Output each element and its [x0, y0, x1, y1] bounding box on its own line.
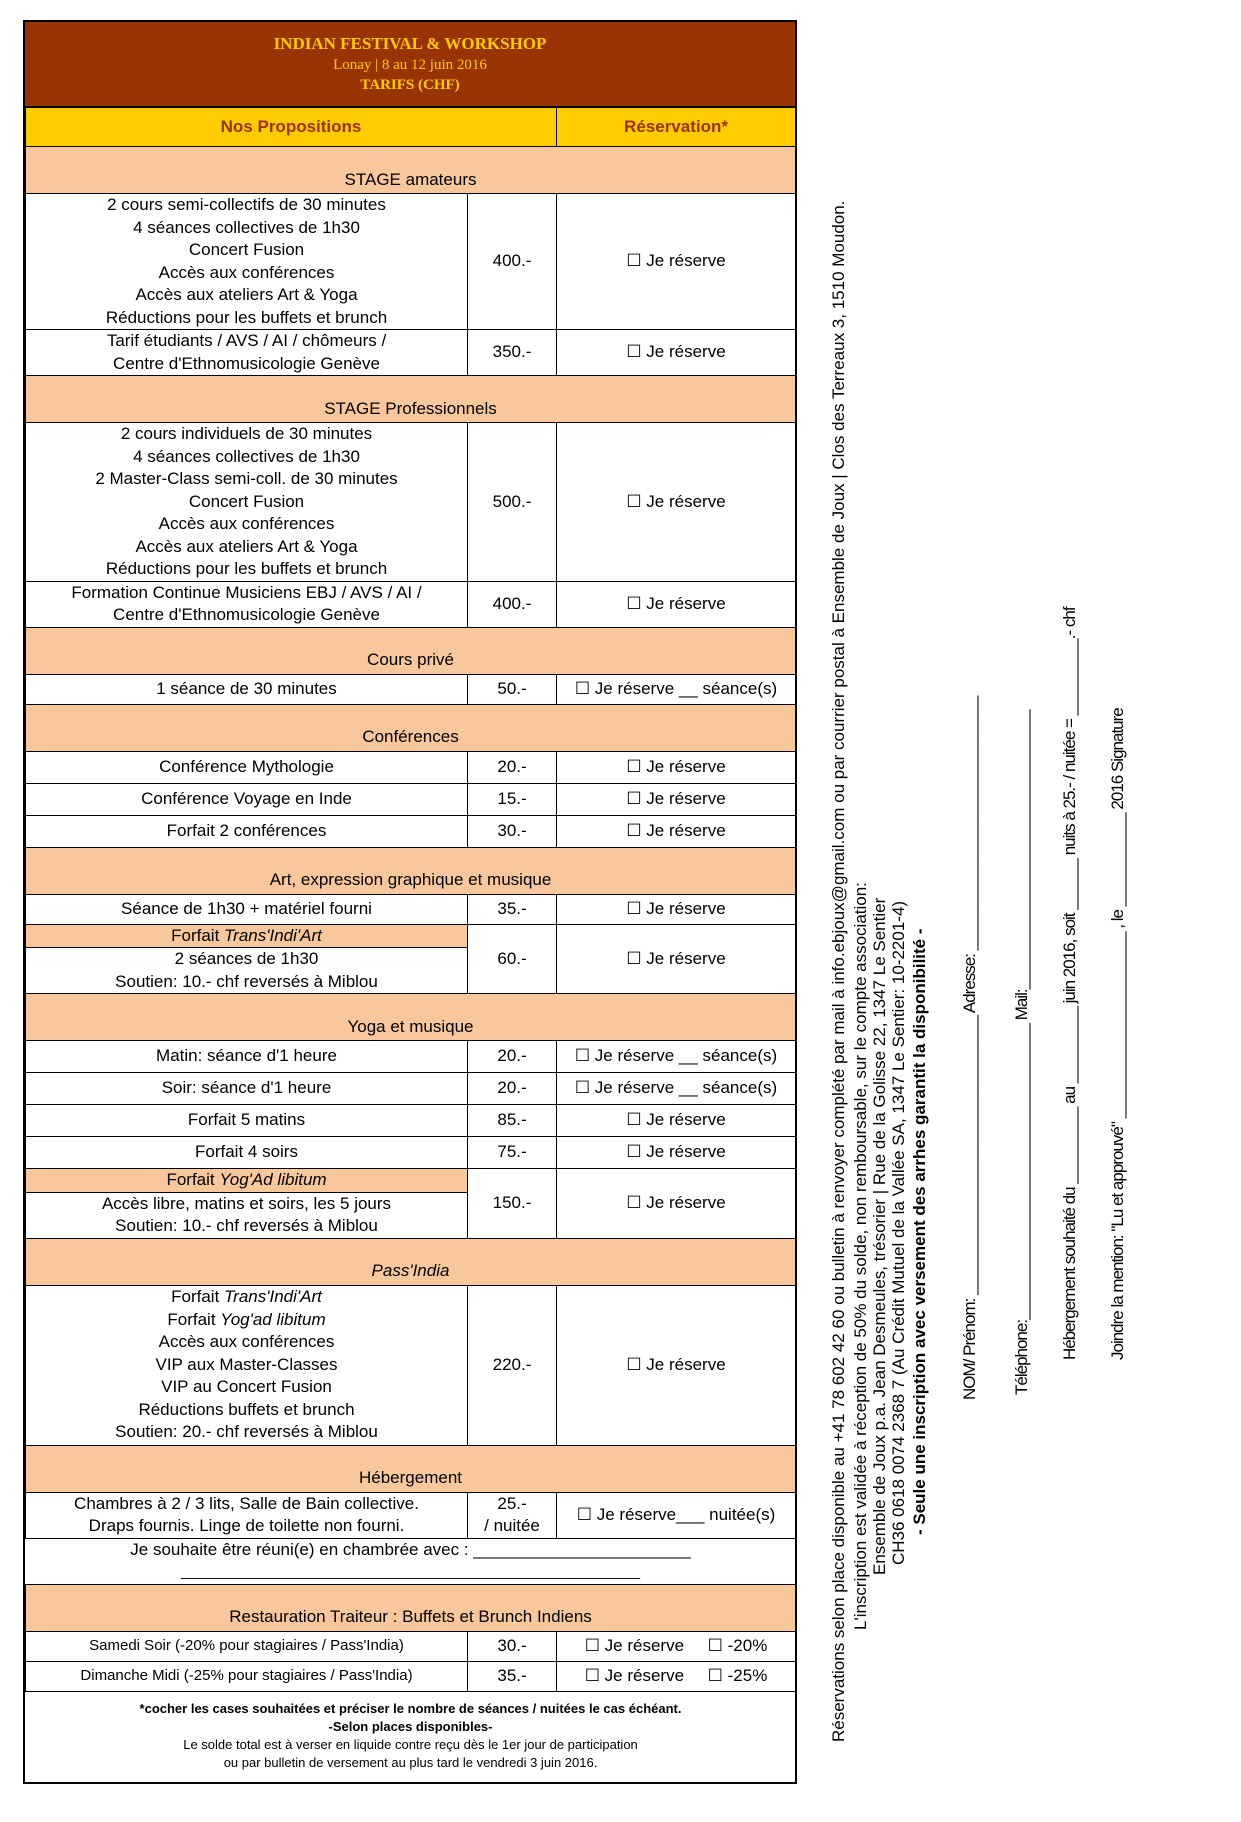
stage-amateurs-reduced — [26, 330, 468, 376]
forfait-name: Trans'Indi'Art — [224, 925, 322, 945]
reserve-checkbox[interactable]: ☐ Je réserve — [584, 1635, 685, 1655]
section-stage-pro: STAGE Professionnels — [26, 376, 796, 423]
chambree-line[interactable]: _______________________________________________________ — [181, 1563, 640, 1580]
art-seance-label: Séance de 1h30 + matériel fourni — [26, 894, 468, 924]
footer-note: Le solde total est à verser en liquide contre reçu dès le 1er jour de participation — [183, 1736, 638, 1752]
footer-note: -Selon places disponibles- — [328, 1718, 493, 1734]
price: 35.- — [468, 1661, 557, 1691]
price: 400.- — [468, 581, 557, 627]
price: 500.- — [468, 423, 557, 582]
column-header-row — [26, 108, 796, 147]
yoga-forfait4-label: Forfait 4 soirs — [26, 1137, 468, 1169]
discount-checkbox[interactable]: ☐ -20% — [707, 1635, 768, 1655]
list-item: Soutien: 10.- chf reversés à Miblou — [115, 971, 378, 991]
price: 35.- — [468, 894, 557, 924]
forfait-prefix: Forfait — [167, 1309, 216, 1329]
cours-prive-label: 1 séance de 30 minutes — [26, 674, 468, 704]
reserve-checkbox[interactable]: ☐ Je réserve — [557, 815, 796, 847]
conference-label: Conférence Voyage en Inde — [26, 783, 468, 815]
side-bank-account: CH36 0618 0074 2368 7 (Au Crédit Mutuel de la Vallée SA, 1347 Le Sentier: 10-2201-4) — [889, 900, 908, 1565]
list-item: Centre d'Ethnomusicologie Genève — [113, 605, 380, 624]
yoga-soir-label: Soir: séance d'1 heure — [26, 1073, 468, 1105]
price: 30.- — [468, 815, 557, 847]
list-item: Soutien: 20.- chf reversés à Miblou — [115, 1422, 378, 1442]
price: 220.- — [468, 1285, 557, 1445]
price: 150.- — [468, 1169, 557, 1239]
festival-title: INDIAN FESTIVAL & WORKSHOP — [273, 34, 547, 53]
price: 20.- — [468, 1041, 557, 1073]
field-nom-adresse[interactable]: NOM/ Prénom: _________________________________ Adresse: ______________________________ — [960, 696, 979, 1400]
section-yoga: Yoga et musique — [26, 994, 796, 1041]
forfait-prefix: Forfait — [171, 1287, 220, 1307]
yoga-matin-label: Matin: séance d'1 heure — [26, 1041, 468, 1073]
reserve-checkbox[interactable]: ☐ Je réserve — [557, 924, 796, 994]
price: 30.- — [468, 1631, 557, 1661]
reserve-checkbox[interactable]: ☐ Je réserve — [557, 1105, 796, 1137]
reserve-checkbox[interactable]: ☐ Je réserve — [557, 194, 796, 330]
field-telephone-mail[interactable]: Téléphone:___________________________________ Mail:_________________________________ — [1012, 710, 1031, 1395]
dimanche-label: Dimanche Midi (-25% pour stagiaires / Pass'India) — [26, 1661, 468, 1691]
list-item: Tarif étudiants / AVS / AI / chômeurs / — [106, 331, 387, 350]
section-hebergement: Hébergement — [26, 1445, 796, 1492]
list-item: Chambres à 2 / 3 lits, Salle de Bain collective. — [74, 1493, 419, 1513]
reserve-checkbox[interactable]: ☐ Je réserve — [557, 894, 796, 924]
price: 15.- — [468, 783, 557, 815]
list-item: Réductions buffets et brunch — [138, 1399, 355, 1419]
reserve-checkbox[interactable]: ☐ Je réserve — [557, 783, 796, 815]
conference-label: Conférence Mythologie — [26, 751, 468, 783]
list-item: 2 cours semi-collectifs de 30 minutes — [107, 195, 386, 214]
section-restauration: Restauration Traiteur : Buffets et Brunch Indiens — [26, 1584, 796, 1631]
price: 20.- — [468, 1073, 557, 1105]
side-guarantee: - Seule une inscription avec versement des arrhes garantit la disponibilité - — [910, 928, 929, 1535]
forfait-name: Trans'Indi'Art — [224, 1287, 322, 1307]
forfait-prefix: Forfait — [171, 925, 220, 945]
list-item: Concert Fusion — [188, 491, 305, 511]
price — [468, 1492, 557, 1538]
reserve-checkbox[interactable]: ☐ Je réserve — [557, 1169, 796, 1239]
reserve-checkbox[interactable]: ☐ Je réserve — [584, 1665, 685, 1685]
section-art: Art, expression graphique et musique — [26, 847, 796, 894]
reserve-nuitee-checkbox[interactable]: ☐ Je réserve___ nuitée(s) — [557, 1492, 796, 1538]
samedi-label: Samedi Soir (-20% pour stagiaires / Pass'India) — [26, 1631, 468, 1661]
price: 350.- — [468, 330, 557, 376]
reserve-checkbox[interactable]: ☐ Je réserve — [557, 330, 796, 376]
yoga-forfait5-label: Forfait 5 matins — [26, 1105, 468, 1137]
price-amount: 25.- — [497, 1493, 527, 1513]
reserve-seance-checkbox[interactable]: ☐ Je réserve __ séance(s) — [557, 1041, 796, 1073]
price: 85.- — [468, 1105, 557, 1137]
tariff-table — [25, 108, 796, 1782]
section-pass-india: Pass'India — [26, 1238, 796, 1285]
forfait-name: Yog'Ad libitum — [219, 1170, 327, 1189]
chambree-wish[interactable] — [26, 1538, 796, 1584]
price: 75.- — [468, 1137, 557, 1169]
list-item: 2 séances de 1h30 — [174, 949, 319, 968]
side-reservation-info: Réservations selon place disponible au +41 78 602 42 60 ou bulletin à renvoyer complété par mail à info.ebjoux@gmail.com ou par courrier postal à Ensemble de Joux | Clos des Terreaux 3, 1510 Moudon. — [829, 200, 848, 1742]
pass-india-items — [26, 1285, 468, 1445]
section-cours-prive: Cours privé — [26, 627, 796, 674]
list-item: Accès libre, matins et soirs, les 5 jours — [101, 1193, 392, 1213]
tariff-form — [23, 20, 797, 1784]
stage-amateurs-items — [26, 194, 468, 330]
stage-pro-reduced — [26, 581, 468, 627]
field-signature[interactable]: Joindre la mention: "Lu et approuvé" ______________________ , le ___________ 2016 Signature — [1108, 708, 1127, 1360]
list-item: Concert Fusion — [188, 240, 305, 259]
price-unit: / nuitée — [484, 1516, 540, 1535]
list-item: Réductions pour les buffets et brunch — [105, 559, 388, 578]
footer-note: ou par bulletin de versement au plus tard le vendredi 3 juin 2016. — [223, 1754, 598, 1770]
price: 60.- — [468, 924, 557, 994]
side-validation-info: L'inscription est validée à réception de 50% du solde, non remboursable, sur le compte association: — [851, 882, 870, 1630]
list-item: Accès aux ateliers Art & Yoga — [135, 285, 358, 304]
list-item — [26, 1286, 467, 1309]
list-item: Accès aux ateliers Art & Yoga — [135, 536, 358, 556]
art-forfait-title — [26, 925, 467, 949]
list-item: Draps fournis. Linge de toilette non fourni. — [88, 1516, 405, 1535]
forfait-prefix: Forfait — [166, 1170, 215, 1189]
stage-pro-items — [26, 423, 468, 582]
festival-date: Lonay | 8 au 12 juin 2016 — [333, 57, 487, 73]
list-item: 4 séances collectives de 1h30 — [133, 446, 360, 466]
hebergement-desc — [26, 1492, 468, 1538]
reserve-checkbox[interactable]: ☐ Je réserve — [557, 1137, 796, 1169]
section-conferences: Conférences — [26, 704, 796, 751]
art-forfait — [26, 924, 468, 994]
list-item: 4 séances collectives de 1h30 — [133, 217, 360, 237]
header-banner — [25, 22, 795, 108]
side-bank-address: Ensemble de Joux p.a. Jean Desmeules, trésorier | Rue de la Golisse 22, 1347 Le Sentier — [870, 897, 889, 1575]
list-item: Formation Continue Musiciens EBJ / AVS / AI / — [71, 582, 422, 602]
reserve-seance-checkbox[interactable]: ☐ Je réserve __ séance(s) — [557, 674, 796, 704]
price: 50.- — [468, 674, 557, 704]
list-item: Accès aux conférences — [158, 514, 335, 533]
col-reservation: Réservation* — [557, 108, 796, 147]
list-item: Soutien: 10.- chf reversés à Miblou — [115, 1216, 378, 1235]
list-item: VIP aux Master-Classes — [155, 1354, 338, 1374]
list-item: 2 Master-Class semi-coll. de 30 minutes — [95, 469, 398, 488]
reserve-checkbox[interactable]: ☐ Je réserve — [557, 423, 796, 582]
yoga-forfait-title — [26, 1169, 467, 1193]
chambree-label: Je souhaite être réuni(e) en chambrée avec : _______________________ — [130, 1539, 691, 1559]
price: 20.- — [468, 751, 557, 783]
list-item: 2 cours individuels de 30 minutes — [120, 424, 373, 443]
field-hebergement[interactable]: Hébergement souhaité du _________ au _________ juin 2016, soit ______ nuits à 25.- / nuitée = _________.- chf — [1060, 607, 1079, 1360]
list-item: Centre d'Ethnomusicologie Genève — [113, 353, 380, 373]
list-item — [26, 1309, 467, 1332]
restauration-reserve[interactable] — [557, 1631, 796, 1661]
reserve-checkbox[interactable]: ☐ Je réserve — [557, 1285, 796, 1445]
reserve-seance-checkbox[interactable]: ☐ Je réserve __ séance(s) — [557, 1073, 796, 1105]
list-item: Accès aux conférences — [158, 1332, 335, 1352]
yoga-forfait — [26, 1169, 468, 1239]
col-propositions: Nos Propositions — [26, 108, 557, 147]
conference-label: Forfait 2 conférences — [26, 815, 468, 847]
list-item: Réductions pour les buffets et brunch — [105, 307, 388, 327]
forfait-name: Yog'ad libitum — [220, 1309, 326, 1329]
footer-notes — [26, 1691, 796, 1782]
discount-checkbox[interactable]: ☐ -25% — [707, 1665, 768, 1685]
tarifs-title: TARIFS (CHF) — [360, 77, 460, 93]
footer-note: *cocher les cases souhaitées et préciser le nombre de séances / nuitées le cas échéant. — [139, 1700, 682, 1716]
list-item: VIP au Concert Fusion — [161, 1377, 332, 1397]
list-item: Accès aux conférences — [158, 262, 335, 282]
restauration-reserve[interactable] — [557, 1661, 796, 1691]
section-stage-amateurs: STAGE amateurs — [26, 147, 796, 194]
reserve-checkbox[interactable]: ☐ Je réserve — [557, 751, 796, 783]
price: 400.- — [468, 194, 557, 330]
reserve-checkbox[interactable]: ☐ Je réserve — [557, 581, 796, 627]
